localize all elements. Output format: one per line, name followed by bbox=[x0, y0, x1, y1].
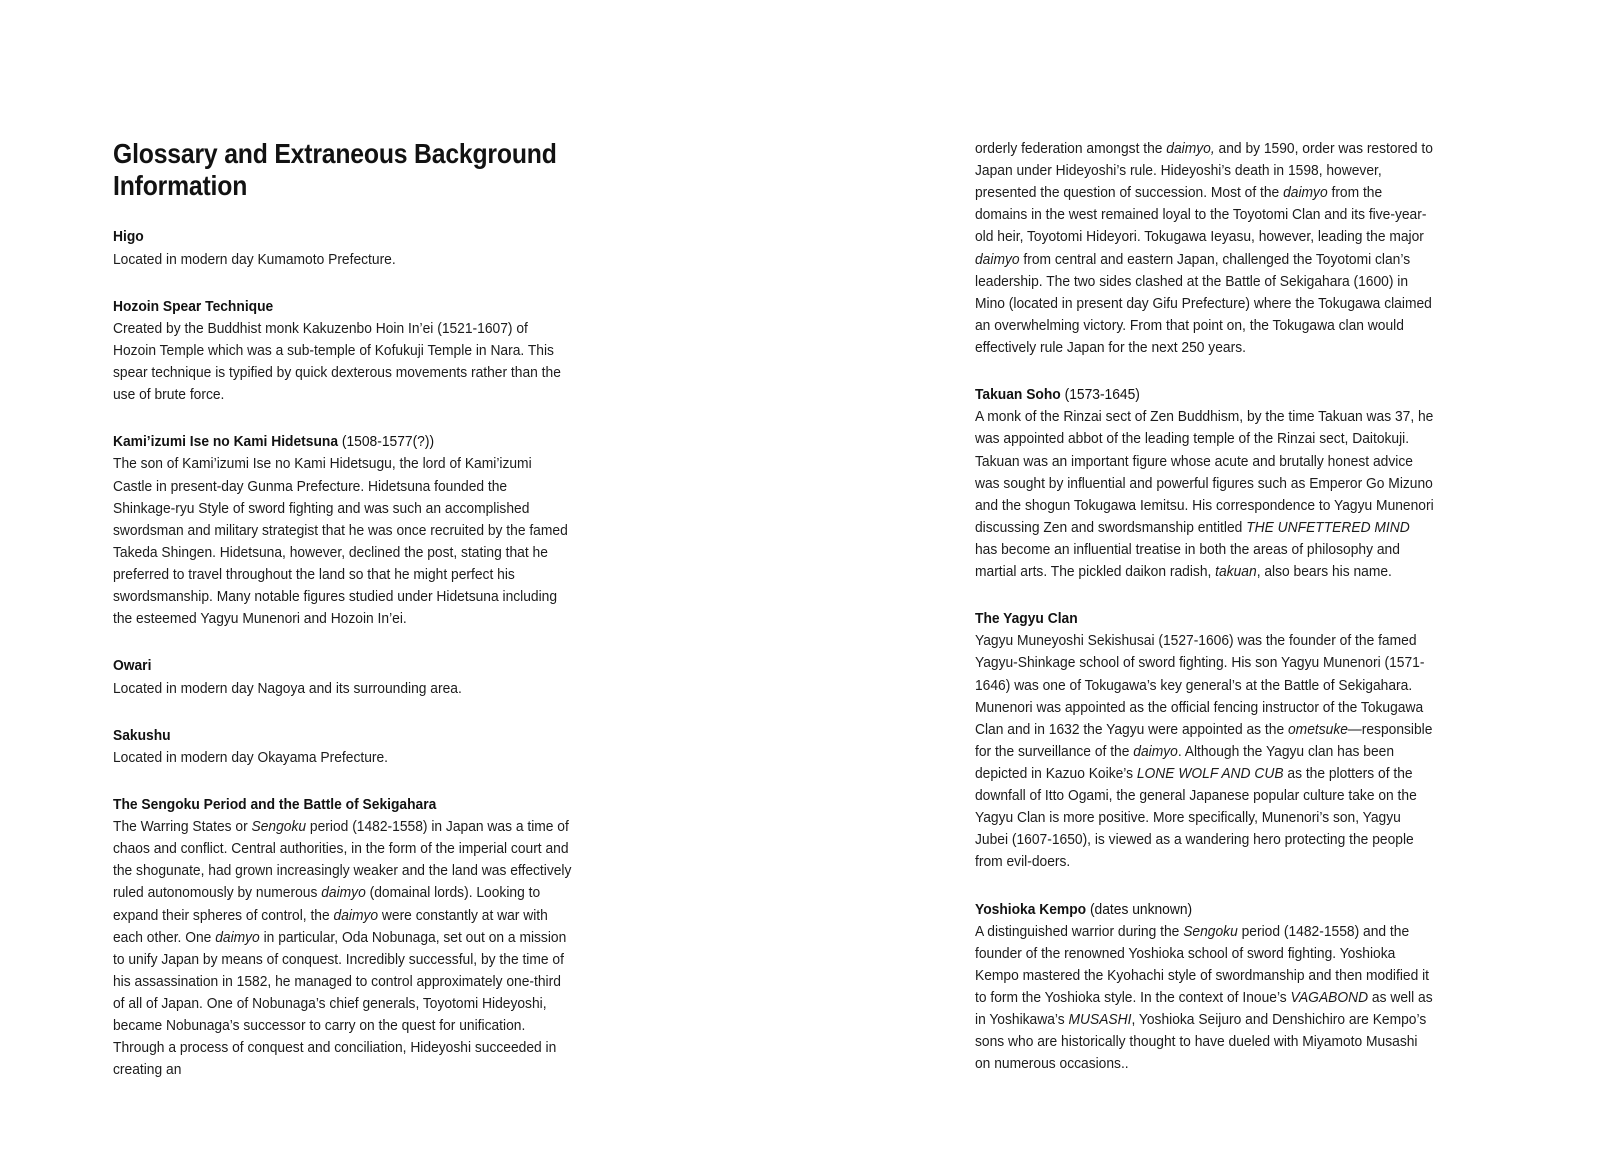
entry-term-text: Takuan Soho bbox=[975, 386, 1061, 404]
italic-term: takuan bbox=[1215, 563, 1257, 581]
glossary-entry-hozoin-spear-technique bbox=[113, 296, 571, 407]
glossary-entry-sengoku-period-battle-of-sekigahara bbox=[113, 794, 571, 1082]
entry-term bbox=[113, 296, 571, 318]
entry-term bbox=[113, 431, 571, 453]
italic-term: daimyo bbox=[1283, 184, 1328, 202]
entry-term bbox=[113, 226, 571, 248]
italic-term: MUSASHI bbox=[1068, 1011, 1132, 1029]
entry-term-text: Hozoin Spear Technique bbox=[113, 297, 274, 315]
glossary-entry-owari bbox=[113, 655, 571, 699]
glossary-entry-kamiizumi-ise-no-kami-hidetsuna bbox=[113, 431, 571, 630]
entry-body: The son of Kami’izumi Ise no Kami Hidetsugu, the lord of Kami’izumi Castle in present-day Gunma Prefecture. Hidetsuna founded the Shinkage-ryu Style of sword fighting and was such an accomplished swordsman and military strategist that he was once recruited by the famed Takeda Shingen. Hidetsuna, however, declined the post, stating that he preferred to travel throughout the land so that he might perfect his swordsmanship. Many notable figures studied under Hidetsuna including the esteemed Yagyu Munenori and Hozoin In’ei. bbox=[113, 455, 568, 628]
entry-body: Created by the Buddhist monk Kakuzenbo Hoin In’ei (1521-1607) of Hozoin Temple which was a sub-temple of Kofukuji Temple in Nara. This spear technique is typified by quick dexterous movements rather than the use of brute force. bbox=[113, 319, 561, 404]
entry-body: Yagyu Muneyoshi Sekishusai (1527-1606) was the founder of the famed Yagyu-Shinkage school of sword fighting. His son Yagyu Munenori (1571-1646) was one of Tokugawa’s key general’s at the Battle of Sekigahara. Munenori was appointed as the official fencing instructor of the Tokugawa Clan and in 1632 the Yagyu were appointed as the ometsuke—responsible for the surveillance of the daimyo. Although the Yagyu clan has been depicted in Kazuo Koike’s LONE WOLF AND CUB as the plotters of the downfall of Itto Ogami, the general Japanese popular culture take on the Yagyu Clan is more positive. More specifically, Munenori’s son, Yagyu Jubei (1607-1650), is viewed as a wandering hero protecting the people from evil-doers. bbox=[975, 632, 1433, 871]
italic-term: Sengoku bbox=[1183, 922, 1238, 940]
italic-term: daimyo bbox=[975, 250, 1020, 268]
entry-term-dates: (1508-1577(?)) bbox=[341, 433, 435, 451]
italic-term: daimyo bbox=[321, 884, 366, 902]
italic-term: daimyo bbox=[215, 928, 260, 946]
entry-term-dates: (dates unknown) bbox=[1089, 900, 1193, 918]
entry-body: The Warring States or Sengoku period (1482-1558) in Japan was a time of chaos and conflict. Central authorities, in the form of the imperial court and the shogunate, had grown increasingly weaker and the land was effectively ruled autonomously by numerous daimyo (domainal lords). Looking to expand their spheres of control, the daimyo were constantly at war with each other. One daimyo in particular, Oda Nobunaga, set out on a mission to unify Japan by means of conquest. Incredibly successful, by the time of his assassination in 1582, he managed to control approximately one-third of all of Japan. One of Nobunaga’s chief generals, Toyotomi Hideyoshi, became Nobunaga’s successor to carry on the quest for unification. Through a process of conquest and conciliation, Hideyoshi succeeded in creating an bbox=[113, 818, 572, 1079]
entry-body: Located in modern day Kumamoto Prefecture. bbox=[113, 250, 396, 268]
italic-term: VAGABOND bbox=[1290, 989, 1369, 1007]
entry-body: A distinguished warrior during the Sengoku period (1482-1558) and the founder of the renowned Yoshioka school of sword fighting. Yoshioka Kempo mastered the Kyohachi style of swordmanship and then modified it to form the Yoshioka style. In the context of Inoue’s VAGABOND as well as in Yoshikawa’s MUSASHI, Yoshioka Seijuro and Denshichiro are Kempo’s sons who are historically thought to have dueled with Miyamoto Musashi on numerous occasions.. bbox=[975, 922, 1433, 1073]
entry-term-dates: (1573-1645) bbox=[1064, 386, 1140, 404]
entry-term-text: Higo bbox=[113, 228, 144, 246]
entry-term-text: The Yagyu Clan bbox=[975, 610, 1078, 628]
right-column bbox=[975, 138, 1435, 1076]
page-title: Glossary and Extraneous Background Information bbox=[113, 138, 557, 202]
italic-term: daimyo bbox=[1133, 742, 1178, 760]
entry-body: A monk of the Rinzai sect of Zen Buddhism, by the time Takuan was 37, he was appointed abbot of the leading temple of the Rinzai sect, Daitokuji. Takuan was an important figure whose acute and brutally honest advice was sought by influential and powerful figures such as Emperor Go Mizuno and the shogun Tokugawa Iemitsu. His correspondence to Yagyu Munenori discussing Zen and swordsmanship entitled THE UNFETTERED MIND has become an influential treatise in both the areas of philosophy and martial arts. The pickled daikon radish, takuan, also bears his name. bbox=[975, 408, 1434, 581]
entry-body: Located in modern day Okayama Prefecture. bbox=[113, 748, 389, 766]
entry-term-text: Sakushu bbox=[113, 726, 171, 744]
entry-term-text: The Sengoku Period and the Battle of Sekigahara bbox=[113, 795, 437, 813]
italic-term: daimyo, bbox=[1166, 140, 1215, 157]
glossary-entry-yoshioka-kempo bbox=[975, 899, 1435, 1076]
italic-term: Sengoku bbox=[251, 818, 307, 836]
entry-term-text: Yoshioka Kempo bbox=[975, 900, 1087, 918]
entry-term-text: Owari bbox=[113, 657, 152, 675]
continuation-paragraph: orderly federation amongst the daimyo, and by 1590, order was restored to Japan under Hideyoshi’s rule. Hideyoshi’s death in 1598, however, presented the question of succession. Most of the daimyo from the domains in the west remained loyal to the Toyotomi Clan and its five-year-old heir, Toyotomi Hideyori. Tokugawa Ieyasu, however, leading the major daimyo from central and eastern Japan, challenged the Toyotomi clan’s leadership. The two sides clashed at the Battle of Sekigahara (1600) in Mino (located in present day Gifu Prefecture) where the Tokugawa claimed an overwhelming victory. From that point on, the Tokugawa clan would effectively rule Japan for the next 250 years. bbox=[975, 140, 1433, 356]
glossary-entry-takuan-soho bbox=[975, 384, 1435, 583]
italic-term: THE UNFETTERED MIND bbox=[1246, 518, 1410, 536]
entry-term bbox=[113, 725, 571, 747]
glossary-entry-sakushu bbox=[113, 725, 571, 769]
italic-term: ometsuke— bbox=[1287, 720, 1362, 738]
glossary-entry-higo bbox=[113, 226, 571, 270]
left-column bbox=[113, 138, 571, 1081]
italic-term: LONE WOLF AND CUB bbox=[1136, 765, 1284, 782]
entry-term bbox=[113, 655, 571, 677]
glossary-entry-the-yagyu-clan bbox=[975, 608, 1435, 873]
entry-term bbox=[975, 899, 1435, 921]
entry-term bbox=[975, 384, 1435, 406]
entry-term bbox=[113, 794, 571, 816]
entry-term bbox=[975, 608, 1435, 630]
entry-term-text: Kami’izumi Ise no Kami Hidetsuna bbox=[113, 433, 339, 451]
entry-body: Located in modern day Nagoya and its surrounding area. bbox=[113, 679, 462, 697]
italic-term: daimyo bbox=[333, 906, 379, 924]
